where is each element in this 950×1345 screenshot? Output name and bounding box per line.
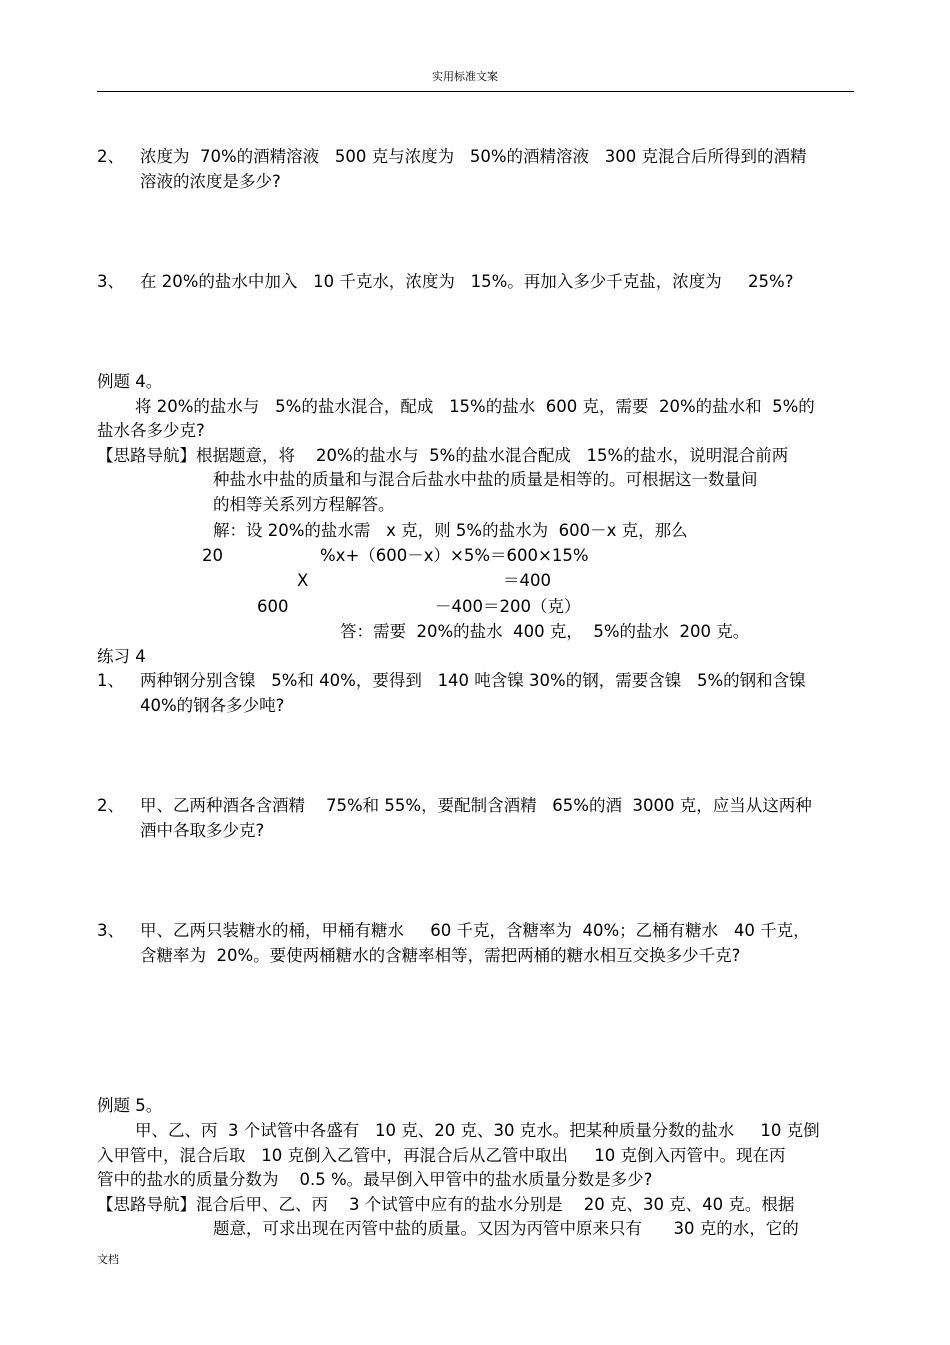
example-4-title: 例题 4。 bbox=[97, 372, 163, 391]
example-4-line-2: 盐水各多少克? bbox=[97, 421, 205, 440]
example-5-title: 例题 5。 bbox=[97, 1096, 163, 1115]
practice-4-q2-line-2: 酒中各取多少克? bbox=[140, 821, 265, 840]
practice-4-q3-line-1: 甲、乙两只装糖水的桶，甲桶有糖水 60 千克，含糖率为 40%；乙桶有糖水 40 千克， bbox=[140, 921, 810, 940]
example-4-hint-line-2: 种盐水中盐的质量和与混合后盐水中盐的质量是相等的。可根据这一数量间 bbox=[213, 470, 758, 489]
practice-4-q3-line-2: 含糖率为 20%。要使两桶糖水的含糖率相等，需把两桶的糖水相互交换多少千克? bbox=[140, 946, 741, 965]
question-2-line-2: 溶液的浓度是多少? bbox=[140, 172, 281, 191]
example-5-line-1: 甲、乙、丙 3 个试管中各盛有 10 克、20 克、30 克水。把某种质量分数的盐水 10 克倒 bbox=[135, 1121, 820, 1140]
practice-4-q2-line-1: 甲、乙两种酒各含酒精 75%和 55%，要配制含酒精 65%的酒 3000 克，应当从这两种 bbox=[140, 796, 812, 815]
header-rule bbox=[97, 91, 854, 92]
practice-4-q3-number: 3、 bbox=[97, 921, 124, 940]
example-4-hint-line-3: 的相等关系列方程解答。 bbox=[213, 495, 395, 514]
practice-4-q1-number: 1、 bbox=[97, 671, 124, 690]
example-4-equation: %x+（600－x）×5%＝600×15% bbox=[320, 546, 589, 565]
practice-4-q1-line-2: 40%的钢各多少吨? bbox=[140, 696, 285, 715]
example-5-hint-line-1: 【思路导航】混合后甲、乙、丙 3 个试管中应有的盐水分别是 20 克、30 克、40 克。根据 bbox=[97, 1195, 795, 1214]
example-4-line-1: 将 20%的盐水与 5%的盐水混合，配成 15%的盐水 600 克，需要 20%的盐水和 5%的 bbox=[135, 397, 815, 416]
practice-4-q1-line-1: 两种钢分别含镍 5%和 40%，要得到 140 吨含镍 30%的钢，需要含镍 5%的钢和含镍 bbox=[140, 671, 806, 690]
example-4-answer: 答：需要 20%的盐水 400 克， 5%的盐水 200 克。 bbox=[340, 622, 750, 641]
example-4-solution-line-1: 解：设 20%的盐水需 x 克，则 5%的盐水为 600－x 克，那么 bbox=[213, 521, 688, 540]
example-4-equation-600: 600 bbox=[257, 597, 289, 616]
example-4-equation-final: －400＝200（克） bbox=[435, 597, 581, 616]
example-4-equation-x: X bbox=[297, 571, 309, 590]
page-header-title: 实用标准文案 bbox=[432, 70, 498, 83]
example-5-line-3: 管中的盐水的质量分数为 0.5 %。最早倒入甲管中的盐水质量分数是多少? bbox=[97, 1170, 653, 1189]
example-5-hint-line-2: 题意，可求出现在丙管中盐的质量。又因为丙管中原来只有 30 克的水，它的 bbox=[213, 1219, 799, 1238]
practice-4-q2-number: 2、 bbox=[97, 796, 124, 815]
page-footer-label: 文档 bbox=[97, 1253, 119, 1266]
example-4-hint-line-1: 【思路导航】根据题意，将 20%的盐水与 5%的盐水混合配成 15%的盐水，说明混合前两 bbox=[97, 446, 789, 465]
question-2-number: 2、 bbox=[97, 147, 124, 166]
practice-4-title: 练习 4 bbox=[97, 647, 146, 666]
example-4-equation-coefficient: 20 bbox=[202, 546, 223, 565]
example-5-line-2: 入甲管中，混合后取 10 克倒入乙管中，再混合后从乙管中取出 10 克倒入丙管中。现在丙 bbox=[97, 1146, 786, 1165]
question-3-number: 3、 bbox=[97, 272, 124, 291]
question-3-line-1: 在 20%的盐水中加入 10 千克水，浓度为 15%。再加入多少千克盐，浓度为 25%? bbox=[140, 272, 794, 291]
example-4-equation-result: ＝400 bbox=[503, 571, 551, 590]
question-2-line-1: 浓度为 70%的酒精溶液 500 克与浓度为 50%的酒精溶液 300 克混合后所得到的酒精 bbox=[140, 147, 807, 166]
